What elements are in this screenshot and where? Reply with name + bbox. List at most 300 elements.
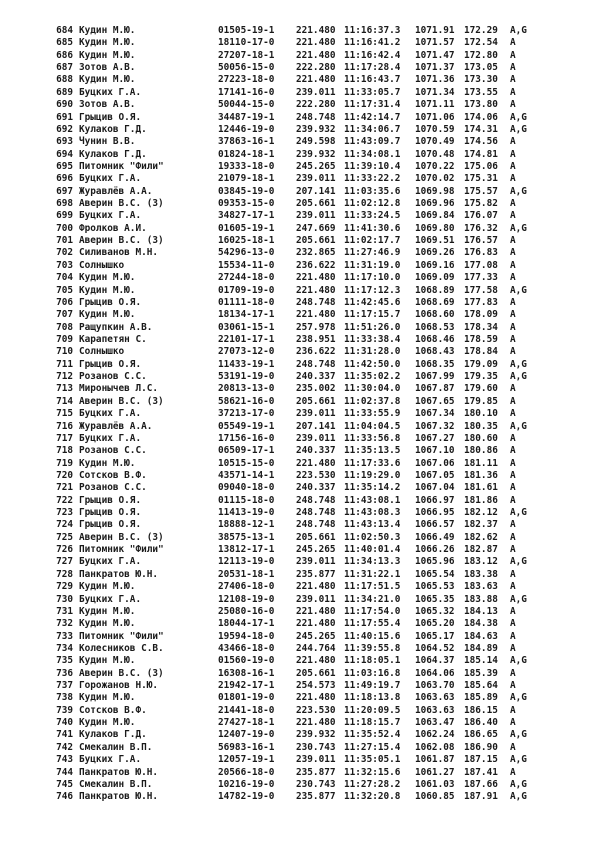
flag: A bbox=[510, 482, 516, 494]
distance: 1071.57 bbox=[415, 37, 455, 49]
time: 11:18:15.7 bbox=[344, 717, 401, 729]
table-row bbox=[0, 458, 600, 470]
table-row bbox=[0, 260, 600, 272]
station-code: 14782-19-0 bbox=[218, 791, 275, 803]
flag: A bbox=[510, 519, 516, 531]
table-row bbox=[0, 581, 600, 593]
flag: A,G bbox=[510, 507, 527, 519]
station-code: 27427-18-1 bbox=[218, 717, 275, 729]
distance: 1066.57 bbox=[415, 519, 455, 531]
azimuth: 186.90 bbox=[464, 741, 498, 753]
observer-name: Питомник "Фили" bbox=[79, 630, 164, 642]
frequency: 205.661 bbox=[296, 198, 336, 210]
station-code: 18134-17-1 bbox=[218, 309, 275, 321]
flag: A bbox=[510, 272, 516, 284]
table-row bbox=[0, 74, 600, 86]
table-row bbox=[0, 705, 600, 717]
azimuth: 185.14 bbox=[464, 655, 498, 667]
observer-name: Смекалин В.П. bbox=[79, 778, 153, 790]
station-code: 17156-16-0 bbox=[218, 432, 275, 444]
time: 11:27:28.2 bbox=[344, 778, 401, 790]
flag: A bbox=[510, 333, 516, 345]
row-number: 694 bbox=[56, 148, 73, 160]
frequency: 245.265 bbox=[296, 630, 336, 642]
table-row bbox=[0, 655, 600, 667]
row-number: 702 bbox=[56, 247, 73, 259]
distance: 1067.87 bbox=[415, 383, 455, 395]
flag: A,G bbox=[510, 222, 527, 234]
frequency: 248.748 bbox=[296, 358, 336, 370]
frequency: 221.480 bbox=[296, 309, 336, 321]
flag: A,G bbox=[510, 25, 527, 36]
table-row bbox=[0, 556, 600, 568]
azimuth: 173.05 bbox=[464, 62, 498, 74]
station-code: 20531-18-1 bbox=[218, 568, 275, 580]
flag: A bbox=[510, 296, 516, 308]
row-number: 735 bbox=[56, 655, 73, 667]
distance: 1069.09 bbox=[415, 272, 455, 284]
station-code: 18888-12-1 bbox=[218, 519, 275, 531]
observer-name: Колесников С.В. bbox=[79, 642, 164, 654]
table-row bbox=[0, 297, 600, 309]
frequency: 205.661 bbox=[296, 395, 336, 407]
distance: 1070.59 bbox=[415, 123, 455, 135]
time: 11:31:22.1 bbox=[344, 568, 401, 580]
frequency: 222.280 bbox=[296, 99, 336, 111]
distance: 1071.34 bbox=[415, 86, 455, 98]
row-number: 726 bbox=[56, 544, 73, 556]
distance: 1060.85 bbox=[415, 791, 455, 803]
table-row bbox=[0, 37, 600, 49]
flag: A,G bbox=[510, 185, 527, 197]
station-code: 50056-15-0 bbox=[218, 62, 275, 74]
time: 11:34:08.1 bbox=[344, 148, 401, 160]
flag: A bbox=[510, 86, 516, 98]
row-number: 693 bbox=[56, 136, 73, 148]
station-code: 43466-18-0 bbox=[218, 642, 275, 654]
time: 11:41:30.6 bbox=[344, 222, 401, 234]
row-number: 711 bbox=[56, 358, 73, 370]
azimuth: 187.66 bbox=[464, 778, 498, 790]
frequency: 248.748 bbox=[296, 111, 336, 123]
station-code: 03061-15-1 bbox=[218, 321, 275, 333]
row-number: 684 bbox=[56, 25, 73, 36]
distance: 1067.65 bbox=[415, 395, 455, 407]
row-number: 721 bbox=[56, 482, 73, 494]
observer-name: Кудин М.Ю. bbox=[79, 717, 136, 729]
flag: A,G bbox=[510, 692, 527, 704]
time: 11:16:43.7 bbox=[344, 74, 401, 86]
row-number: 691 bbox=[56, 111, 73, 123]
observer-name: Кудин М.Ю. bbox=[79, 37, 136, 49]
azimuth: 186.40 bbox=[464, 717, 498, 729]
flag: A bbox=[510, 469, 516, 481]
azimuth: 182.12 bbox=[464, 507, 498, 519]
time: 11:17:51.5 bbox=[344, 581, 401, 593]
table-row bbox=[0, 767, 600, 779]
table-row bbox=[0, 532, 600, 544]
frequency: 235.877 bbox=[296, 766, 336, 778]
frequency: 230.743 bbox=[296, 741, 336, 753]
observer-name: Грыцив О.Я. bbox=[79, 507, 142, 519]
table-row bbox=[0, 408, 600, 420]
flag: A bbox=[510, 704, 516, 716]
flag: A bbox=[510, 136, 516, 148]
azimuth: 186.65 bbox=[464, 729, 498, 741]
table-row bbox=[0, 62, 600, 74]
station-code: 12446-19-0 bbox=[218, 123, 275, 135]
observer-name: Буцких Г.А. bbox=[79, 408, 142, 420]
flag: A bbox=[510, 667, 516, 679]
azimuth: 183.38 bbox=[464, 568, 498, 580]
station-code: 22101-17-1 bbox=[218, 333, 275, 345]
row-number: 728 bbox=[56, 568, 73, 580]
row-number: 743 bbox=[56, 754, 73, 766]
azimuth: 184.38 bbox=[464, 618, 498, 630]
table-row bbox=[0, 643, 600, 655]
azimuth: 187.41 bbox=[464, 766, 498, 778]
time: 11:43:08.1 bbox=[344, 494, 401, 506]
flag: A bbox=[510, 544, 516, 556]
azimuth: 185.39 bbox=[464, 667, 498, 679]
observer-name: Ращупкин А.В. bbox=[79, 321, 153, 333]
distance: 1066.26 bbox=[415, 544, 455, 556]
table-row bbox=[0, 569, 600, 581]
observer-name: Солнышко bbox=[79, 259, 125, 271]
azimuth: 185.64 bbox=[464, 680, 498, 692]
flag: A bbox=[510, 395, 516, 407]
distance: 1070.49 bbox=[415, 136, 455, 148]
time: 11:17:10.0 bbox=[344, 272, 401, 284]
row-number: 716 bbox=[56, 420, 73, 432]
table-row bbox=[0, 87, 600, 99]
station-code: 05549-19-1 bbox=[218, 420, 275, 432]
frequency: 239.011 bbox=[296, 593, 336, 605]
row-number: 733 bbox=[56, 630, 73, 642]
frequency: 235.877 bbox=[296, 568, 336, 580]
azimuth: 180.10 bbox=[464, 408, 498, 420]
table-row bbox=[0, 680, 600, 692]
station-code: 15534-11-0 bbox=[218, 259, 275, 271]
time: 11:04:04.5 bbox=[344, 420, 401, 432]
frequency: 207.141 bbox=[296, 185, 336, 197]
station-code: 12113-19-0 bbox=[218, 556, 275, 568]
time: 11:18:13.8 bbox=[344, 692, 401, 704]
station-code: 01505-19-1 bbox=[218, 25, 275, 36]
distance: 1071.11 bbox=[415, 99, 455, 111]
observer-name: Буцких Г.А. bbox=[79, 556, 142, 568]
observer-name: Буцких Г.А. bbox=[79, 593, 142, 605]
time: 11:02:12.8 bbox=[344, 198, 401, 210]
frequency: 239.011 bbox=[296, 754, 336, 766]
row-number: 690 bbox=[56, 99, 73, 111]
azimuth: 175.57 bbox=[464, 185, 498, 197]
row-number: 738 bbox=[56, 692, 73, 704]
observer-name: Буцких Г.А. bbox=[79, 754, 142, 766]
observer-name: Солнышко bbox=[79, 346, 125, 358]
station-code: 37213-17-0 bbox=[218, 408, 275, 420]
observer-name: Кудин М.Ю. bbox=[79, 655, 136, 667]
azimuth: 182.87 bbox=[464, 544, 498, 556]
azimuth: 184.89 bbox=[464, 642, 498, 654]
observer-name: Кудин М.Ю. bbox=[79, 309, 136, 321]
row-number: 727 bbox=[56, 556, 73, 568]
time: 11:20:09.5 bbox=[344, 704, 401, 716]
time: 11:16:41.2 bbox=[344, 37, 401, 49]
table-row bbox=[0, 334, 600, 346]
row-number: 722 bbox=[56, 494, 73, 506]
flag: A,G bbox=[510, 284, 527, 296]
table-row bbox=[0, 161, 600, 173]
flag: A bbox=[510, 457, 516, 469]
row-number: 696 bbox=[56, 173, 73, 185]
observer-name: Грыцив О.Я. bbox=[79, 519, 142, 531]
table-row bbox=[0, 433, 600, 445]
azimuth: 182.62 bbox=[464, 531, 498, 543]
distance: 1068.43 bbox=[415, 346, 455, 358]
flag: A bbox=[510, 581, 516, 593]
station-code: 12407-19-0 bbox=[218, 729, 275, 741]
flag: A bbox=[510, 605, 516, 617]
station-code: 10216-19-0 bbox=[218, 778, 275, 790]
observer-name: Кудин М.Ю. bbox=[79, 692, 136, 704]
time: 11:33:24.5 bbox=[344, 210, 401, 222]
distance: 1071.91 bbox=[415, 25, 455, 36]
station-code: 11413-19-0 bbox=[218, 507, 275, 519]
frequency: 236.622 bbox=[296, 346, 336, 358]
station-code: 58621-16-0 bbox=[218, 395, 275, 407]
table-row bbox=[0, 99, 600, 111]
flag: A,G bbox=[510, 556, 527, 568]
flag: A,G bbox=[510, 791, 527, 803]
observer-name: Горожанов Н.Ю. bbox=[79, 680, 159, 692]
row-number: 701 bbox=[56, 235, 73, 247]
flag: A,G bbox=[510, 123, 527, 135]
table-row bbox=[0, 618, 600, 630]
flag: A bbox=[510, 235, 516, 247]
row-number: 717 bbox=[56, 432, 73, 444]
distance: 1063.70 bbox=[415, 680, 455, 692]
table-row bbox=[0, 396, 600, 408]
row-number: 692 bbox=[56, 123, 73, 135]
frequency: 230.743 bbox=[296, 778, 336, 790]
time: 11:42:14.7 bbox=[344, 111, 401, 123]
row-number: 741 bbox=[56, 729, 73, 741]
frequency: 240.337 bbox=[296, 482, 336, 494]
station-code: 38575-13-1 bbox=[218, 531, 275, 543]
station-code: 53191-19-0 bbox=[218, 371, 275, 383]
time: 11:51:26.0 bbox=[344, 321, 401, 333]
azimuth: 186.15 bbox=[464, 704, 498, 716]
row-number: 698 bbox=[56, 198, 73, 210]
observer-name: Кудин М.Ю. bbox=[79, 457, 136, 469]
flag: A bbox=[510, 198, 516, 210]
station-code: 54296-13-0 bbox=[218, 247, 275, 259]
station-code: 01560-19-0 bbox=[218, 655, 275, 667]
row-number: 719 bbox=[56, 457, 73, 469]
flag: A bbox=[510, 408, 516, 420]
time: 11:30:04.0 bbox=[344, 383, 401, 395]
flag: A bbox=[510, 259, 516, 271]
distance: 1067.27 bbox=[415, 432, 455, 444]
frequency: 257.978 bbox=[296, 321, 336, 333]
station-code: 50044-15-0 bbox=[218, 99, 275, 111]
table-row bbox=[0, 519, 600, 531]
time: 11:35:05.1 bbox=[344, 754, 401, 766]
observer-name: Розанов С.С. bbox=[79, 482, 147, 494]
azimuth: 182.37 bbox=[464, 519, 498, 531]
station-code: 01111-18-0 bbox=[218, 296, 275, 308]
distance: 1070.48 bbox=[415, 148, 455, 160]
observer-name: Аверин В.С. (З) bbox=[79, 667, 164, 679]
distance: 1067.32 bbox=[415, 420, 455, 432]
distance: 1065.96 bbox=[415, 556, 455, 568]
frequency: 239.932 bbox=[296, 729, 336, 741]
time: 11:35:02.2 bbox=[344, 371, 401, 383]
azimuth: 174.06 bbox=[464, 111, 498, 123]
azimuth: 177.33 bbox=[464, 272, 498, 284]
distance: 1063.63 bbox=[415, 704, 455, 716]
row-number: 745 bbox=[56, 778, 73, 790]
time: 11:33:56.8 bbox=[344, 432, 401, 444]
frequency: 221.480 bbox=[296, 25, 336, 36]
table-row bbox=[0, 210, 600, 222]
flag: A,G bbox=[510, 111, 527, 123]
table-row bbox=[0, 445, 600, 457]
time: 11:03:16.8 bbox=[344, 667, 401, 679]
table-row bbox=[0, 495, 600, 507]
row-number: 729 bbox=[56, 581, 73, 593]
distance: 1061.87 bbox=[415, 754, 455, 766]
flag: A,G bbox=[510, 754, 527, 766]
frequency: 235.002 bbox=[296, 383, 336, 395]
observer-name: Кудин М.Ю. bbox=[79, 74, 136, 86]
frequency: 238.951 bbox=[296, 333, 336, 345]
frequency: 239.011 bbox=[296, 86, 336, 98]
distance: 1062.08 bbox=[415, 741, 455, 753]
time: 11:17:55.4 bbox=[344, 618, 401, 630]
frequency: 223.530 bbox=[296, 469, 336, 481]
observer-name: Буцких Г.А. bbox=[79, 432, 142, 444]
flag: A bbox=[510, 346, 516, 358]
station-code: 01801-19-0 bbox=[218, 692, 275, 704]
frequency: 223.530 bbox=[296, 704, 336, 716]
table-row bbox=[0, 606, 600, 618]
azimuth: 177.58 bbox=[464, 284, 498, 296]
azimuth: 174.31 bbox=[464, 123, 498, 135]
observer-name: Журавлёв А.А. bbox=[79, 185, 153, 197]
azimuth: 175.82 bbox=[464, 198, 498, 210]
row-number: 704 bbox=[56, 272, 73, 284]
station-code: 03845-19-0 bbox=[218, 185, 275, 197]
row-number: 714 bbox=[56, 395, 73, 407]
station-code: 10515-15-0 bbox=[218, 457, 275, 469]
azimuth: 180.60 bbox=[464, 432, 498, 444]
frequency: 248.748 bbox=[296, 519, 336, 531]
station-code: 27207-18-1 bbox=[218, 49, 275, 61]
time: 11:33:55.9 bbox=[344, 408, 401, 420]
station-code: 21079-18-1 bbox=[218, 173, 275, 185]
observer-name: Грыцив О.Я. bbox=[79, 358, 142, 370]
station-code: 21441-18-0 bbox=[218, 704, 275, 716]
flag: A bbox=[510, 432, 516, 444]
azimuth: 181.11 bbox=[464, 457, 498, 469]
azimuth: 179.35 bbox=[464, 371, 498, 383]
frequency: 248.748 bbox=[296, 296, 336, 308]
time: 11:35:13.5 bbox=[344, 445, 401, 457]
azimuth: 172.54 bbox=[464, 37, 498, 49]
distance: 1065.32 bbox=[415, 605, 455, 617]
azimuth: 174.81 bbox=[464, 148, 498, 160]
distance: 1068.46 bbox=[415, 333, 455, 345]
station-code: 01115-18-0 bbox=[218, 494, 275, 506]
observer-name: Кудин М.Ю. bbox=[79, 605, 136, 617]
time: 11:27:46.9 bbox=[344, 247, 401, 259]
row-number: 709 bbox=[56, 333, 73, 345]
row-number: 744 bbox=[56, 766, 73, 778]
row-number: 725 bbox=[56, 531, 73, 543]
table-row bbox=[0, 692, 600, 704]
time: 11:31:19.0 bbox=[344, 259, 401, 271]
distance: 1061.27 bbox=[415, 766, 455, 778]
distance: 1063.47 bbox=[415, 717, 455, 729]
observer-name: Питомник "Фили" bbox=[79, 544, 164, 556]
flag: A,G bbox=[510, 778, 527, 790]
table-row bbox=[0, 346, 600, 358]
time: 11:17:33.6 bbox=[344, 457, 401, 469]
row-number: 710 bbox=[56, 346, 73, 358]
station-code: 27073-12-0 bbox=[218, 346, 275, 358]
distance: 1070.22 bbox=[415, 160, 455, 172]
time: 11:02:17.7 bbox=[344, 235, 401, 247]
frequency: 232.865 bbox=[296, 247, 336, 259]
observer-name: Кудин М.Ю. bbox=[79, 49, 136, 61]
azimuth: 181.61 bbox=[464, 482, 498, 494]
table-row bbox=[0, 198, 600, 210]
observer-name: Питомник "Фили" bbox=[79, 160, 164, 172]
row-number: 732 bbox=[56, 618, 73, 630]
flag: A bbox=[510, 247, 516, 259]
azimuth: 179.09 bbox=[464, 358, 498, 370]
distance: 1065.54 bbox=[415, 568, 455, 580]
frequency: 221.480 bbox=[296, 692, 336, 704]
time: 11:27:15.4 bbox=[344, 741, 401, 753]
frequency: 221.480 bbox=[296, 618, 336, 630]
table-row bbox=[0, 136, 600, 148]
flag: A bbox=[510, 494, 516, 506]
station-code: 20813-13-0 bbox=[218, 383, 275, 395]
station-code: 16025-18-1 bbox=[218, 235, 275, 247]
station-code: 11433-19-1 bbox=[218, 358, 275, 370]
time: 11:34:13.3 bbox=[344, 556, 401, 568]
station-code: 16308-16-1 bbox=[218, 667, 275, 679]
observer-name: Аверин В.С. (З) bbox=[79, 235, 164, 247]
observer-name: Панкратов Ю.Н. bbox=[79, 568, 159, 580]
table-row bbox=[0, 371, 600, 383]
row-number: 708 bbox=[56, 321, 73, 333]
row-number: 707 bbox=[56, 309, 73, 321]
azimuth: 175.31 bbox=[464, 173, 498, 185]
frequency: 205.661 bbox=[296, 235, 336, 247]
flag: A bbox=[510, 568, 516, 580]
table-row bbox=[0, 50, 600, 62]
distance: 1071.37 bbox=[415, 62, 455, 74]
row-number: 695 bbox=[56, 160, 73, 172]
observer-name: Аверин В.С. (З) bbox=[79, 531, 164, 543]
station-code: 21942-17-1 bbox=[218, 680, 275, 692]
azimuth: 173.30 bbox=[464, 74, 498, 86]
station-code: 13812-17-1 bbox=[218, 544, 275, 556]
